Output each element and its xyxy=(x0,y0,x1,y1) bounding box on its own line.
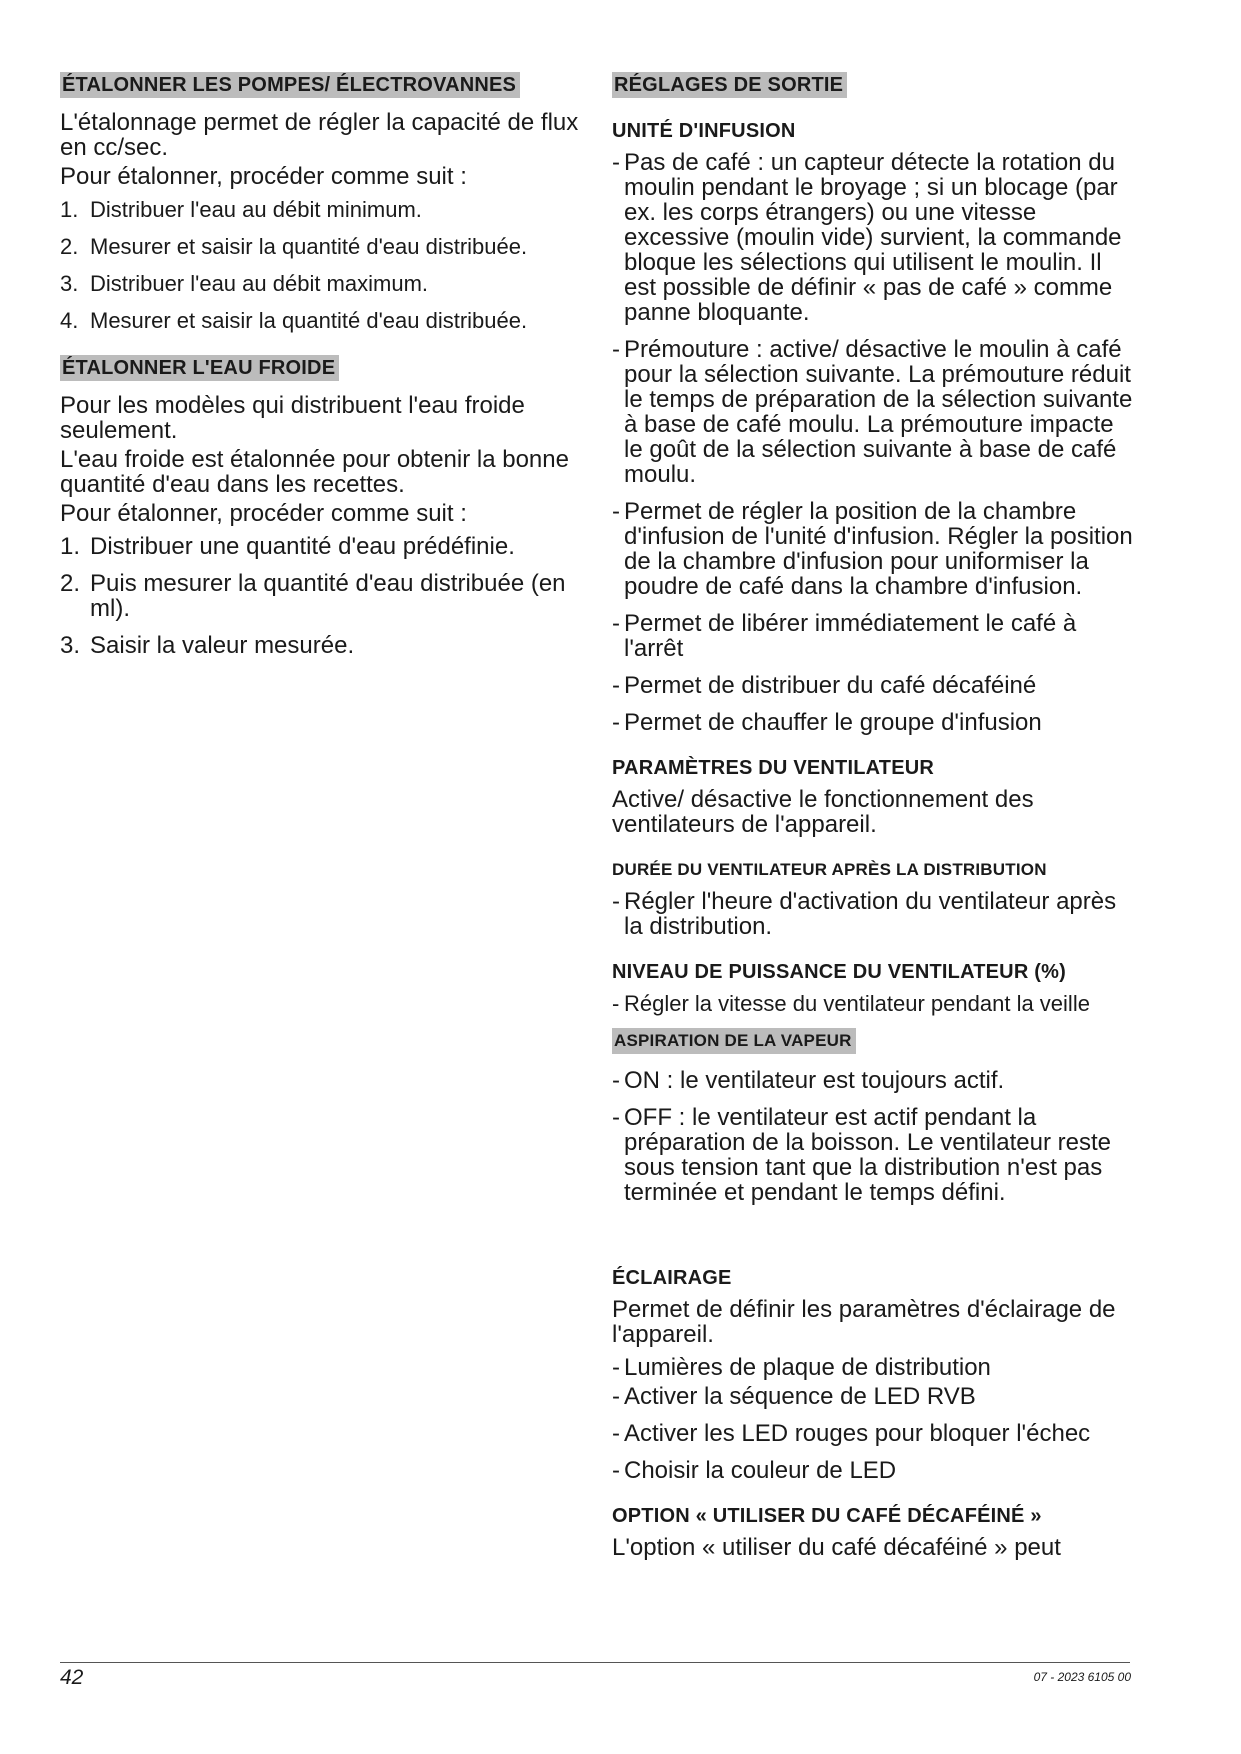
paragraph: Pour étalonner, procéder comme suit : xyxy=(60,500,467,527)
dash-list xyxy=(612,1355,1138,1483)
list-item: - Permet de régler la position de la chambre d'infusion de l'unité d'infusion. Régler la position de la chambre d'infusion pour uniformiser la poudre de café dans la chambre d'infusion. xyxy=(612,498,1133,600)
paragraph: Active/ désactive le fonctionnement des ventilateurs de l'appareil. xyxy=(612,786,1034,838)
section-title-fan-power-level: NIVEAU DE PUISSANCE DU VENTILATEUR (%) xyxy=(612,961,1066,983)
section-title-calibrate-cold-water: ÉTALONNER L'EAU FROIDE xyxy=(60,355,339,381)
dash-list xyxy=(612,991,1138,1016)
dash-list xyxy=(612,889,1138,939)
dash-list xyxy=(612,150,1138,735)
paragraph: L'option « utiliser du café décaféiné » peut xyxy=(612,1534,1061,1561)
footer-divider xyxy=(60,1662,1130,1663)
list-item: - Permet de chauffer le groupe d'infusion xyxy=(612,709,1042,736)
list-item: 3. Distribuer l'eau au débit maximum. xyxy=(60,271,429,296)
list-item: 2. Mesurer et saisir la quantité d'eau distribuée. xyxy=(60,234,528,259)
list-item: 1. Distribuer une quantité d'eau prédéfinie. xyxy=(60,533,515,560)
list-item: - Permet de distribuer du café décaféiné xyxy=(612,672,1037,699)
section-title-infusion-unit: UNITÉ D'INFUSION xyxy=(612,120,796,142)
steps-list xyxy=(60,534,590,658)
list-item: - Activer la séquence de LED RVB xyxy=(612,1383,976,1410)
paragraph: Pour étalonner, procéder comme suit : xyxy=(60,163,467,190)
paragraph: L'eau froide est étalonnée pour obtenir la bonne quantité d'eau dans les recettes. xyxy=(60,446,569,498)
paragraph: Pour les modèles qui distribuent l'eau froide seulement. xyxy=(60,392,525,444)
section-title-calibrate-pumps: ÉTALONNER LES POMPES/ ÉLECTROVANNES xyxy=(60,72,520,98)
list-item: - Choisir la couleur de LED xyxy=(612,1457,897,1484)
list-item: - Permet de libérer immédiatement le café à l'arrêt xyxy=(612,610,1077,662)
paragraph: L'étalonnage permet de régler la capacité de flux en cc/sec. xyxy=(60,109,579,161)
section-title-fan-duration: DURÉE DU VENTILATEUR APRÈS LA DISTRIBUTION xyxy=(612,860,1047,879)
list-item: - Lumières de plaque de distribution xyxy=(612,1354,991,1381)
document-code: 07 - 2023 6105 00 xyxy=(1033,1670,1131,1684)
section-title-decaf-option: OPTION « UTILISER DU CAFÉ DÉCAFÉINÉ » xyxy=(612,1505,1042,1527)
list-item: - Prémouture : active/ désactive le moulin à café pour la sélection suivante. La prémouture réduit le temps de préparation de la sélection suivante à base de café moulu. La prémouture impacte le goût de la sélection suivante à base de café moulu. xyxy=(612,336,1133,488)
list-item: 3. Saisir la valeur mesurée. xyxy=(60,632,355,659)
list-item: - OFF : le ventilateur est actif pendant la préparation de la boisson. Le ventilateur reste sous tension tant que la distribution n'est pas terminée et pendant le temps défini. xyxy=(612,1104,1111,1206)
steps-list xyxy=(60,197,590,333)
list-item: - Pas de café : un capteur détecte la rotation du moulin pendant le broyage ; si un blocage (par ex. les corps étrangers) ou une vitesse excessive (moulin vide) survient, la commande bloque les sélections qui utilisent le moulin. Il est possible de définir « pas de café » comme panne bloquante. xyxy=(612,149,1122,326)
left-column xyxy=(60,72,590,680)
right-column xyxy=(612,72,1138,1568)
list-item: 1. Distribuer l'eau au débit minimum. xyxy=(60,197,422,222)
list-item: - ON : le ventilateur est toujours actif. xyxy=(612,1067,1005,1094)
section-title-lighting: ÉCLAIRAGE xyxy=(612,1267,732,1289)
section-title-steam-extraction: ASPIRATION DE LA VAPEUR xyxy=(612,1028,856,1054)
section-title-fan-parameters: PARAMÈTRES DU VENTILATEUR xyxy=(612,757,935,779)
list-item: - Activer les LED rouges pour bloquer l'échec xyxy=(612,1420,1091,1447)
list-item: 4. Mesurer et saisir la quantité d'eau distribuée. xyxy=(60,308,528,333)
list-item: - Régler la vitesse du ventilateur pendant la veille xyxy=(612,991,1090,1016)
page-number: 42 xyxy=(60,1666,84,1689)
dash-list xyxy=(612,1068,1138,1205)
list-item: - Régler l'heure d'activation du ventilateur après la distribution. xyxy=(612,888,1117,940)
paragraph: Permet de définir les paramètres d'éclairage de l'appareil. xyxy=(612,1296,1116,1348)
section-title-output-settings: RÉGLAGES DE SORTIE xyxy=(612,72,847,98)
list-item: 2. Puis mesurer la quantité d'eau distribuée (en ml). xyxy=(60,570,566,622)
